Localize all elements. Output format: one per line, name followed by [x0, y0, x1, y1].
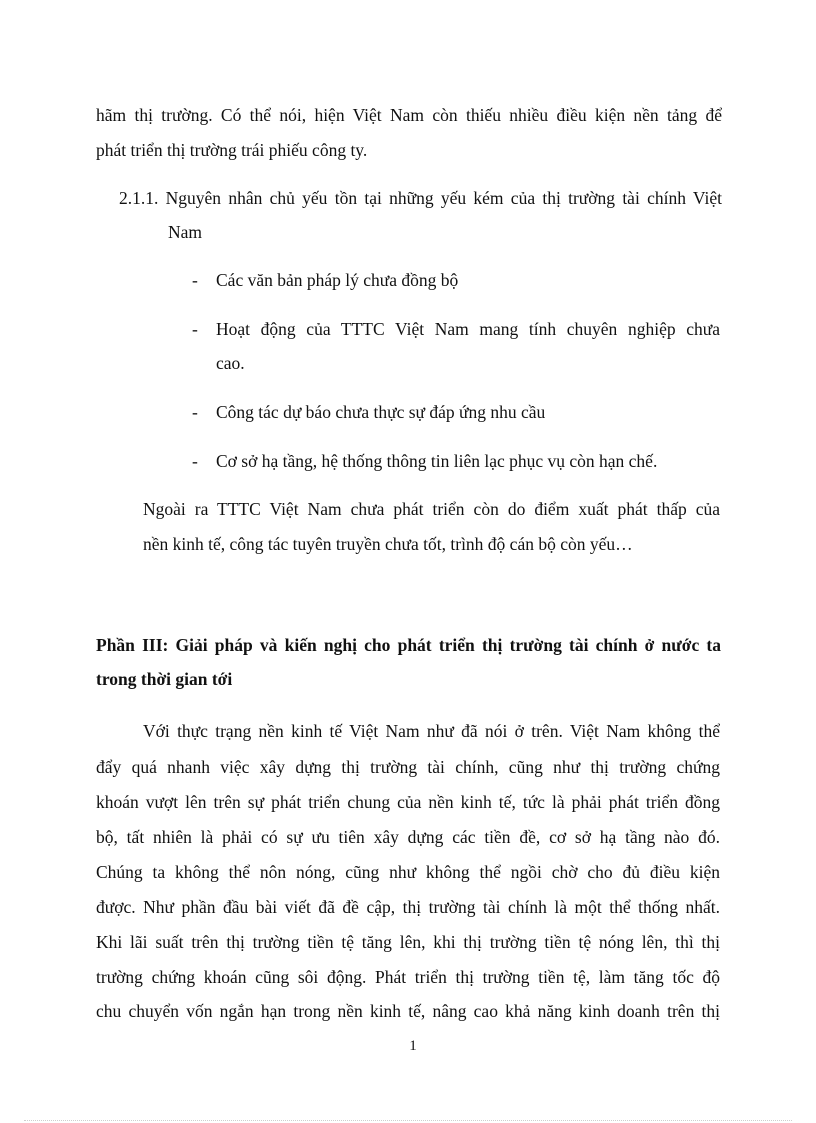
section-heading-2-1-1-cont: Nam: [168, 222, 203, 242]
bullet-dash: -: [192, 402, 198, 422]
page-number: 1: [409, 1038, 417, 1054]
part-heading-cont: trong thời gian tới: [96, 669, 233, 689]
bullet-item-2: Hoạt động của TTTC Việt Nam mang tính chuyên nghiệp chưa: [216, 319, 720, 339]
paragraph-line: đẩy quá nhanh việc xây dựng thị trường tài chính, cũng như thị trường chứng: [96, 757, 720, 777]
intro-line-2: phát triển thị trường trái phiếu công ty.: [96, 140, 368, 160]
page-bottom-rule: [24, 1120, 792, 1121]
paragraph-line: Với thực trạng nền kinh tế Việt Nam như đã nói ở trên. Việt Nam không thể: [143, 721, 720, 741]
note-line-2: nền kinh tế, công tác tuyên truyền chưa tốt, trình độ cán bộ còn yếu…: [143, 534, 633, 554]
paragraph-line: Khi lãi suất trên thị trường tiền tệ tăng lên, khi thị trường tiền tệ nóng lên, thì thị: [96, 932, 720, 952]
note-line-1: Ngoài ra TTTC Việt Nam chưa phát triển còn do điểm xuất phát thấp của: [143, 499, 720, 519]
intro-line-1: hãm thị trường. Có thể nói, hiện Việt Nam còn thiếu nhiều điều kiện nền tảng để: [96, 105, 722, 125]
bullet-item-1: Các văn bản pháp lý chưa đồng bộ: [216, 270, 459, 290]
paragraph-line: được. Như phần đầu bài viết đã đề cập, thị trường tài chính là một thể thống nhất.: [96, 897, 720, 917]
paragraph-line: trường chứng khoán cũng sôi động. Phát triển thị trường tiền tệ, làm tăng tốc độ: [96, 967, 720, 987]
paragraph-line: chu chuyển vốn ngắn hạn trong nền kinh tế, nâng cao khả năng kinh doanh trên thị: [96, 1001, 720, 1021]
paragraph-line: Chúng ta không thể nôn nóng, cũng như không thể ngồi chờ cho đủ điều kiện: [96, 862, 720, 882]
paragraph-line: bộ, tất nhiên là phải có sự ưu tiên xây dựng các tiền đề, cơ sở hạ tầng nào đó.: [96, 827, 720, 847]
bullet-dash: -: [192, 270, 198, 290]
bullet-item-3: Công tác dự báo chưa thực sự đáp ứng nhu cầu: [216, 402, 546, 422]
section-heading-2-1-1: 2.1.1. Nguyên nhân chủ yếu tồn tại những yếu kém của thị trường tài chính Việt: [119, 188, 722, 208]
bullet-dash: -: [192, 451, 198, 471]
bullet-item-2-cont: cao.: [216, 353, 245, 373]
paragraph-line: khoán vượt lên trên sự phát triển chung của nền kinh tế, tức là phải phát triển đồng: [96, 792, 720, 812]
part-heading: Phần III: Giải pháp và kiến nghị cho phát triển thị trường tài chính ở nước ta: [96, 635, 721, 655]
bullet-dash: -: [192, 319, 198, 339]
bullet-item-4: Cơ sở hạ tầng, hệ thống thông tin liên lạc phục vụ còn hạn chế.: [216, 451, 658, 471]
